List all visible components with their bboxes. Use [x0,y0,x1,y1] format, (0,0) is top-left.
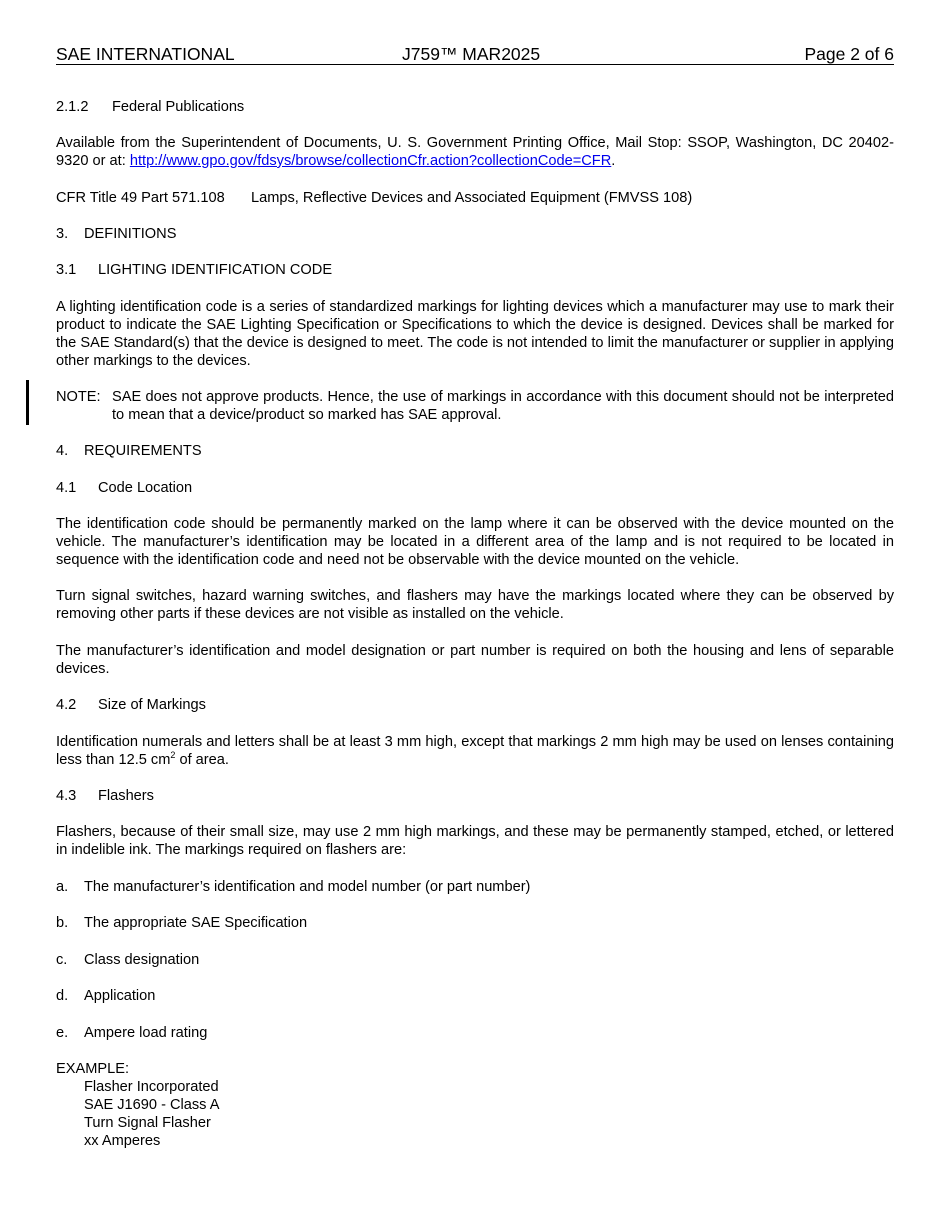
list-item [56,914,894,932]
list-item-letter: c. [56,952,68,968]
example-block [56,1060,894,1150]
section-number: 3.1 [56,262,77,278]
list-item-text: Class designation [84,952,200,968]
code-location-paragraph-3: The manufacturer’s identification and model designation or part number is required on both the housing and lens of separable devices. [56,643,894,677]
availability-text: Available from the Superintendent of Documents, U. S. Government Printing Office, Mail Stop: SSOP, Washington, DC 20402-9320 or at: [56,135,894,169]
section-4-3-heading [56,787,894,805]
example-line: xx Amperes [84,1133,161,1149]
example-label: EXAMPLE: [56,1061,129,1077]
section-title: REQUIREMENTS [84,443,202,459]
list-item-text: Application [84,988,156,1004]
size-text-b: of area. [175,752,229,768]
availability-paragraph [56,134,894,170]
list-item [56,878,894,896]
section-title: DEFINITIONS [84,226,177,242]
header-org: SAE INTERNATIONAL [56,44,235,64]
header-page-number: Page 2 of 6 [804,44,894,64]
gpo-link[interactable]: http://www.gpo.gov/fdsys/browse/collectionCfr.action?collectionCode=CFR [129,153,612,169]
note-label: NOTE: [56,389,101,405]
note-block [56,388,894,424]
section-number: 4.1 [56,480,77,496]
section-number: 4. [56,443,69,459]
section-title: Size of Markings [98,697,206,713]
size-text-a: Identification numerals and letters shall be at least 3 mm high, except that markings 2 mm high may be used on lenses containing less than 12.5 cm [56,734,894,768]
superscript-2: 2 [170,750,176,761]
code-location-paragraph-2: Turn signal switches, hazard warning switches, and flashers may have the markings located where they can be observed by removing other parts if these devices are not visible as installed on the vehicle. [56,588,894,622]
list-item-text: The appropriate SAE Specification [84,915,308,931]
list-item-letter: b. [56,915,69,931]
section-number: 3. [56,226,69,242]
section-title: LIGHTING IDENTIFICATION CODE [98,262,333,278]
list-item-text: The manufacturer’s identification and model number (or part number) [84,879,531,895]
list-item-letter: e. [56,1025,69,1041]
section-number: 4.2 [56,697,77,713]
section-4-2-heading [56,696,894,714]
section-4-1-heading [56,479,894,497]
example-line: Flasher Incorporated [84,1079,219,1095]
size-of-markings-paragraph [56,733,894,769]
example-line: SAE J1690 - Class A [84,1097,220,1113]
availability-period: . [611,153,616,169]
flashers-paragraph: Flashers, because of their small size, may use 2 mm high markings, and these may be permanently stamped, etched, or lettered in indelible ink. The markings required on flashers are: [56,824,894,858]
section-2-1-2-heading [56,98,894,116]
list-item-letter: a. [56,879,69,895]
cfr-ref-number: CFR Title 49 Part 571.108 [56,190,225,206]
revision-change-bar [26,380,29,425]
list-item [56,987,894,1005]
list-item [56,951,894,969]
note-text: SAE does not approve products. Hence, the use of markings in accordance with this document should not be interpreted to mean that a device/product so marked has SAE approval. [112,389,894,423]
lighting-code-paragraph: A lighting identification code is a series of standardized markings for lighting devices which a manufacturer may use to mark their product to indicate the SAE Lighting Specification or Specifications to which the device is designed. Devices shall be marked for the SAE Standard(s) that the device is designed to meet. The code is not intended to limit the manufacturer or supplier in applying other markings to the devices. [56,299,894,369]
section-3-1-heading [56,261,894,279]
list-item-text: Ampere load rating [84,1025,208,1041]
section-title: Code Location [98,480,193,496]
list-item [56,1024,894,1042]
section-title: Federal Publications [112,99,245,115]
header-doc-id: J759™ MAR2025 [402,44,541,64]
section-title: Flashers [98,788,154,804]
section-number: 2.1.2 [56,99,89,115]
cfr-reference [56,189,894,207]
example-line: Turn Signal Flasher [84,1115,211,1131]
section-number: 4.3 [56,788,77,804]
page-header [56,44,894,65]
section-4-heading [56,442,894,460]
code-location-paragraph-1: The identification code should be permanently marked on the lamp where it can be observed with the device mounted on the vehicle. The manufacturer’s identification may be located in a different area of the lamp and is not required to be located in sequence with the identification code and need not be observable with the device mounted on the vehicle. [56,516,894,568]
cfr-ref-title: Lamps, Reflective Devices and Associated Equipment (FMVSS 108) [251,190,693,206]
list-item-letter: d. [56,988,69,1004]
section-3-heading [56,225,894,243]
